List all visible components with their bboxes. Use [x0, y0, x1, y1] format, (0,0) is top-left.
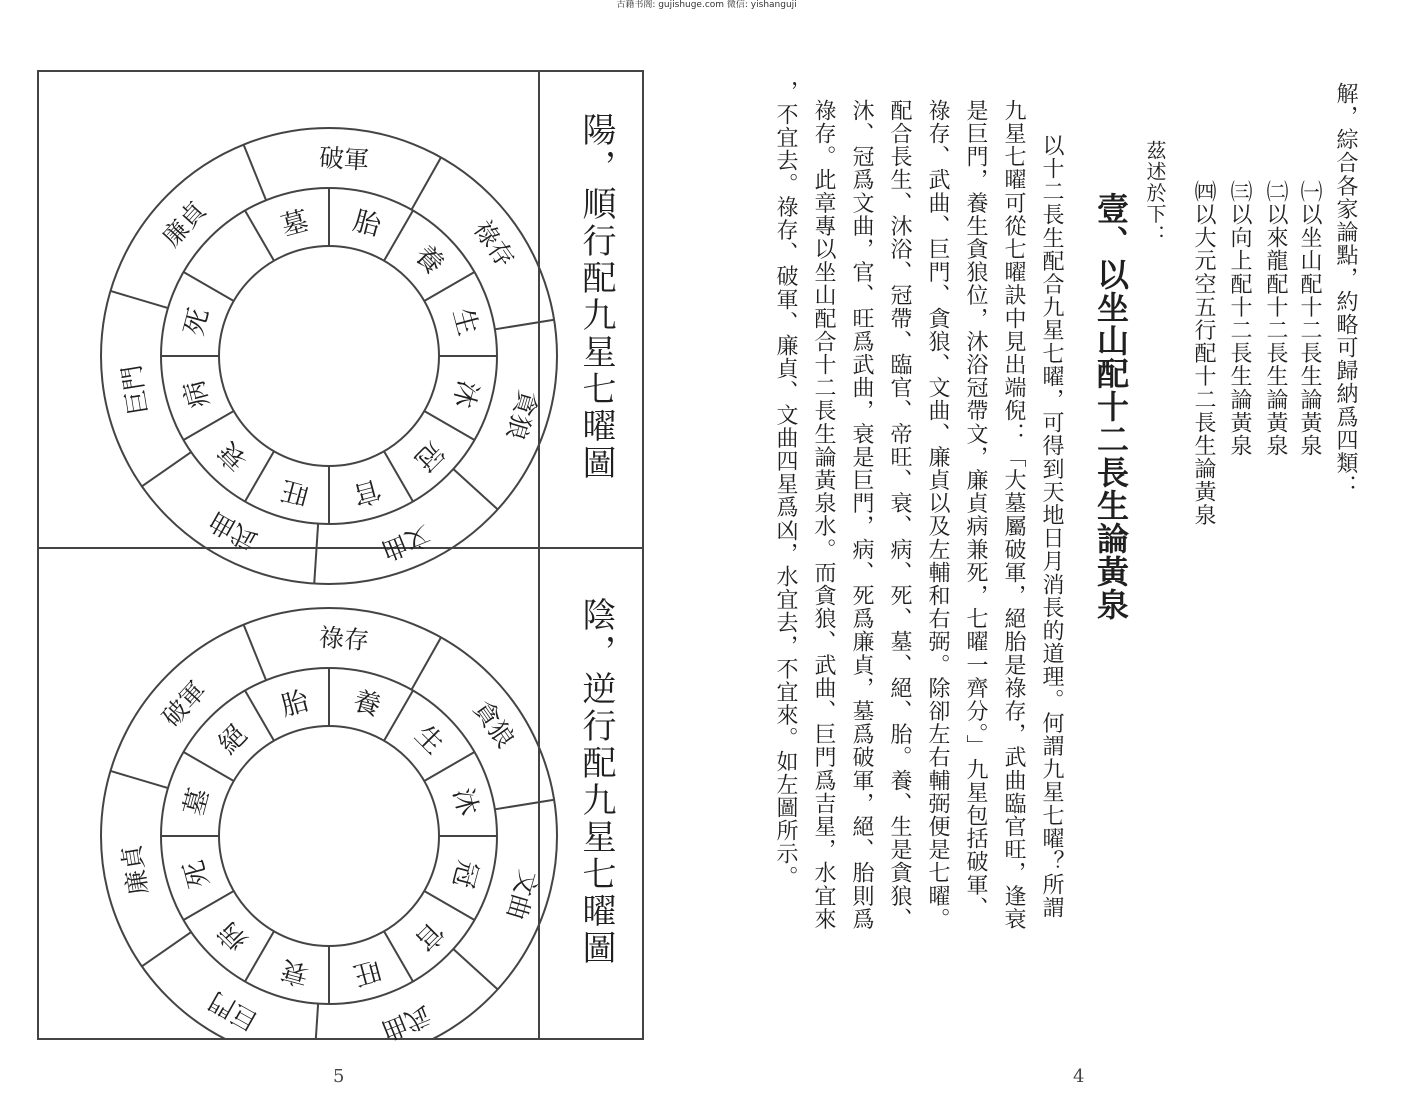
- ring-divider: [384, 691, 413, 741]
- ring-divider: [424, 411, 474, 440]
- ring: [219, 726, 439, 946]
- yang-inner-label: 病: [178, 376, 216, 412]
- yin-inner-label: 旺: [349, 953, 385, 991]
- page-number: 4: [1073, 1066, 1085, 1087]
- yang-outer-label: 巨門: [116, 362, 153, 417]
- diagram-frame: [37, 70, 644, 1046]
- watermark: 古籍书阁: gujishuge.com 微信: yishanguji: [616, 0, 797, 10]
- yang-wheel: [101, 128, 557, 584]
- yang-outer-label: 破軍: [317, 143, 370, 176]
- body-line: 沐、冠爲文曲，官、旺爲武曲，衰是巨門，病、死爲廉貞，墓爲破軍，絕、胎則爲: [849, 99, 874, 931]
- yang-inner-label: 死: [178, 304, 216, 340]
- yang-inner-label: 冠: [408, 435, 450, 477]
- yin-outer-label: 破軍: [156, 675, 212, 733]
- ring-divider: [244, 625, 266, 681]
- ring: [219, 246, 439, 466]
- ring-divider: [245, 691, 274, 741]
- yin-outer-label: 文曲: [500, 866, 543, 923]
- ring-divider: [495, 320, 554, 330]
- section-title: 壹、以坐山配十二長生論黃泉: [1092, 192, 1130, 621]
- ring-divider: [424, 272, 474, 301]
- yin-outer-label: 巨門: [204, 986, 263, 1037]
- yang-inner-label: 官: [349, 473, 385, 511]
- yang-outer-label: 廉貞: [156, 195, 212, 253]
- yin-inner-label: 墓: [178, 784, 216, 820]
- ring-divider: [424, 752, 474, 781]
- ring-divider: [142, 452, 191, 486]
- yang-inner-label: 旺: [277, 473, 313, 511]
- ring-divider: [384, 931, 413, 981]
- ring-divider: [110, 291, 168, 308]
- yin-inner-label: 冠: [446, 856, 484, 892]
- body-line: 以十二長生配合九星七曜，可得到天地日月消長的道理。何謂九星七曜？所謂: [1039, 134, 1064, 920]
- ring-divider: [110, 771, 168, 788]
- yang-outer-label: 貪狼: [500, 386, 543, 443]
- body-line: 配合長生、沐浴、冠帶、臨官、帝旺、衰、病、死、墓、絕、胎。養、生是貪狼、: [887, 99, 912, 931]
- ring-divider: [384, 451, 413, 501]
- yin-inner-label: 官: [408, 915, 450, 957]
- yang-outer-label: 文曲: [376, 519, 435, 566]
- yin-outer-label: 廉貞: [116, 842, 153, 897]
- ring-divider: [412, 637, 441, 689]
- yang-outer-label: 武曲: [204, 506, 263, 557]
- page-number: 5: [333, 1066, 345, 1087]
- yang-inner-label: 胎: [349, 205, 385, 243]
- yang-caption: 陽，順行配九星七曜圖: [576, 112, 616, 482]
- ring-divider: [245, 931, 274, 981]
- yang-inner-label: 生: [446, 304, 484, 340]
- yin-caption: 陰，逆行配九星七曜圖: [576, 597, 616, 967]
- ring-divider: [453, 469, 497, 509]
- ring-divider: [314, 1004, 318, 1040]
- yang-outer-label: 祿存: [468, 215, 521, 274]
- yin-inner-label: 病: [212, 915, 254, 957]
- body-line: ，不宜去。祿存、破軍、廉貞、文曲四星爲凶，水宜去，不宜來。如左圖所示。: [773, 80, 798, 889]
- yin-outer-label: 貪狼: [468, 695, 521, 754]
- body-line: 九星七曜可從七曜訣中見出端倪：「大墓屬破軍，絕胎是祿存，武曲臨官旺，逢衰: [1001, 99, 1026, 931]
- yin-outer-label: 武曲: [376, 999, 435, 1046]
- intro-line: 解，綜合各家論點，約略可歸納爲四類：: [1333, 82, 1358, 498]
- ring-divider: [184, 752, 234, 781]
- ring-divider: [314, 524, 318, 584]
- intro-line: ㈠以坐山配十二長生論黃泉: [1297, 180, 1322, 458]
- yin-inner-label: 絕: [212, 719, 254, 761]
- ring-divider: [245, 211, 274, 261]
- yin-inner-label: 胎: [277, 685, 313, 723]
- yin-wheel: [101, 608, 557, 1040]
- body-line: 祿存、武曲、巨門、貪狼、文曲、廉貞以及左輔和右弼。除卻左右輔弼便是七曜。: [925, 99, 950, 931]
- ring-divider: [424, 891, 474, 920]
- yin-inner-label: 養: [349, 685, 385, 723]
- ring-divider: [244, 145, 266, 201]
- ring-divider: [184, 891, 234, 920]
- ring-divider: [184, 411, 234, 440]
- body-line: 是巨門，養生貪狼位，沐浴冠帶文，廉貞病兼死，七曜一齊分。」九星包括破軍、: [963, 99, 988, 920]
- body-line: 祿存。此章專以坐山配合十二長生論黃泉水。而貪狼、武曲、巨門爲吉星，水宜來: [811, 99, 836, 931]
- yin-inner-label: 沐: [446, 784, 484, 820]
- yang-inner-label: 墓: [277, 205, 313, 243]
- intro-line: ㈣以大元空五行配十二長生論黃泉: [1191, 180, 1216, 527]
- yin-outer-label: 祿存: [317, 623, 370, 656]
- ring-divider: [384, 211, 413, 261]
- yang-inner-label: 衰: [212, 435, 254, 477]
- yin-inner-label: 衰: [277, 953, 313, 991]
- ring-divider: [453, 949, 497, 989]
- yang-inner-label: 養: [408, 239, 450, 281]
- ring-divider: [142, 932, 191, 966]
- yang-inner-label: 沐: [446, 376, 484, 412]
- ring-divider: [412, 157, 441, 209]
- intro-line: ㈢以向上配十二長生論黃泉: [1227, 180, 1252, 458]
- yin-inner-label: 生: [408, 719, 450, 761]
- yin-inner-label: 死: [178, 856, 216, 892]
- ring-divider: [495, 800, 554, 810]
- ring-divider: [184, 272, 234, 301]
- intro-line: ㈡以來龍配十二長生論黃泉: [1263, 180, 1288, 458]
- intro-line: 茲述於下：: [1143, 140, 1167, 246]
- ring-divider: [245, 451, 274, 501]
